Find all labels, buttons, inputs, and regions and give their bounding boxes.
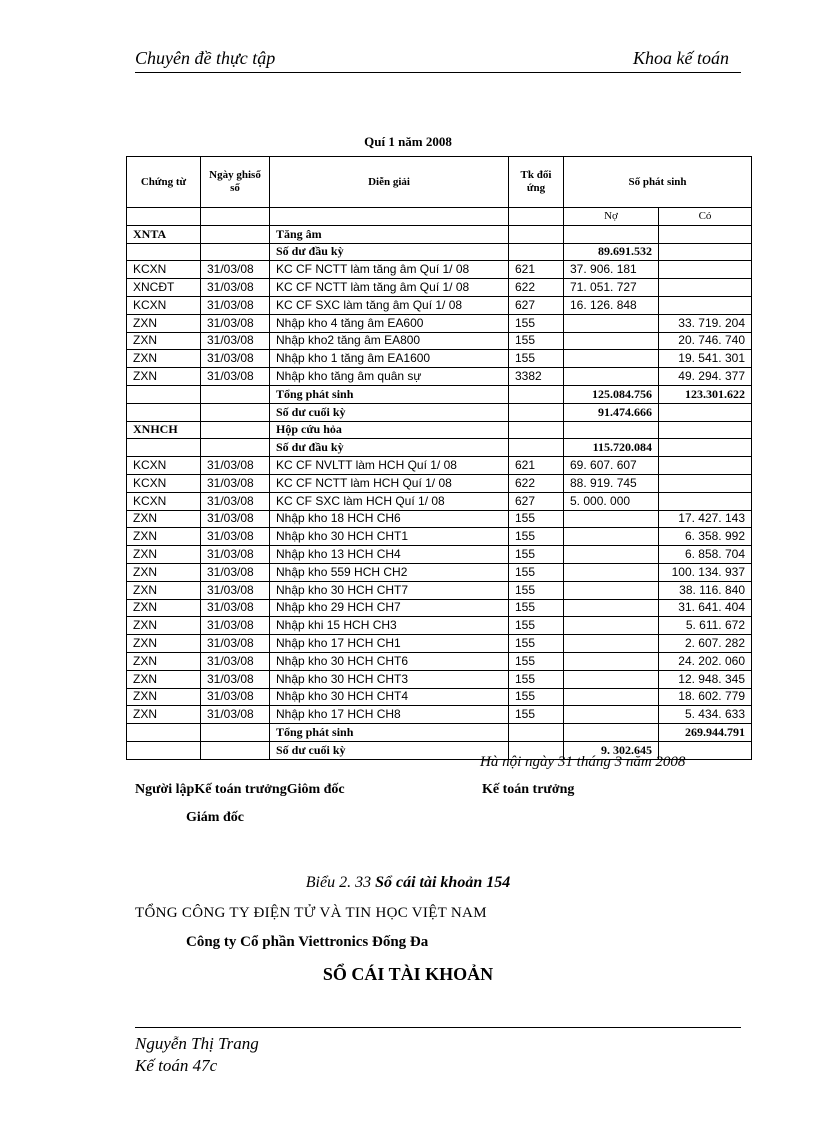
cell-desc: Số dư đầu kỳ: [270, 439, 509, 457]
corporation-name: TỔNG CÔNG TY ĐIỆN TỬ VÀ TIN HỌC VIỆT NAM: [135, 905, 487, 921]
cell-date: 31/03/08: [201, 350, 270, 368]
cell-credit: [659, 296, 752, 314]
cell-debit: [564, 546, 659, 564]
cell-debit: 69. 607. 607: [564, 457, 659, 475]
cell-desc: Nhập kho 17 HCH CH1: [270, 635, 509, 653]
cell-debit: [564, 528, 659, 546]
cell-credit: 18. 602. 779: [659, 688, 752, 706]
cell-date: 31/03/08: [201, 599, 270, 617]
cell-date: [201, 225, 270, 243]
cell-debit: [564, 635, 659, 653]
cell-date: [201, 439, 270, 457]
document-title: SỔ CÁI TÀI KHOẢN: [322, 964, 494, 984]
cell-acct: 155: [509, 581, 564, 599]
table-row: [127, 510, 752, 528]
cell-acct: 155: [509, 670, 564, 688]
cell-date: 31/03/08: [201, 279, 270, 297]
ledger-body: [127, 225, 752, 759]
cell-date: [201, 403, 270, 421]
cell-date: 31/03/08: [201, 457, 270, 475]
col-amount: Số phát sinh: [564, 157, 752, 208]
footer-author: Nguyễn Thị Trang: [135, 1034, 259, 1053]
cell-credit: 269.944.791: [659, 724, 752, 742]
cell-desc: KC CF NCTT làm HCH Quí 1/ 08: [270, 474, 509, 492]
cell-desc: KC CF SXC làm HCH Quí 1/ 08: [270, 492, 509, 510]
cell-debit: 37. 906. 181: [564, 261, 659, 279]
table-row: [127, 492, 752, 510]
header-right: Khoa kế toán: [633, 48, 729, 68]
cell-credit: 123.301.622: [659, 385, 752, 403]
cell-credit: [659, 279, 752, 297]
table-row: [127, 439, 752, 457]
cell-acct: [509, 439, 564, 457]
cell-credit: 19. 541. 301: [659, 350, 752, 368]
cell-code: ZXN: [127, 670, 201, 688]
cell-desc: Nhập kho 559 HCH CH2: [270, 563, 509, 581]
cell-code: ZXN: [127, 546, 201, 564]
cell-credit: 24. 202. 060: [659, 652, 752, 670]
cell-date: [201, 421, 270, 439]
table-row: [127, 261, 752, 279]
cell-desc: KC CF SXC làm tăng âm Quí 1/ 08: [270, 296, 509, 314]
cell-desc: KC CF NVLTT làm HCH Quí 1/ 08: [270, 457, 509, 475]
cell-debit: [564, 421, 659, 439]
place-date: Hà nội ngày 31 tháng 3 năm 2008: [480, 754, 686, 770]
col-date: Ngày ghisổ sổ: [201, 157, 270, 208]
cell-credit: 12. 948. 345: [659, 670, 752, 688]
cell-credit: 2. 607. 282: [659, 635, 752, 653]
cell-date: 31/03/08: [201, 581, 270, 599]
cell-desc: Tăng âm: [270, 225, 509, 243]
cell-code: ZXN: [127, 563, 201, 581]
cell-code: ZXN: [127, 528, 201, 546]
signature-right: Kế toán trưởng: [482, 782, 575, 797]
cell-code: [127, 385, 201, 403]
cell-debit: [564, 225, 659, 243]
cell-credit: 6. 858. 704: [659, 546, 752, 564]
cell-credit: 17. 427. 143: [659, 510, 752, 528]
cell-acct: 627: [509, 492, 564, 510]
cell-date: [201, 724, 270, 742]
cell-debit: [564, 510, 659, 528]
cell-desc: Nhập khi 15 HCH CH3: [270, 617, 509, 635]
cell-acct: 155: [509, 617, 564, 635]
table-row: [127, 403, 752, 421]
cell-acct: 3382: [509, 368, 564, 386]
cell-desc: Số dư đầu kỳ: [270, 243, 509, 261]
cell-desc: Nhập kho 13 HCH CH4: [270, 546, 509, 564]
cell-desc: Tổng phát sinh: [270, 385, 509, 403]
cell-acct: 155: [509, 332, 564, 350]
cell-date: 31/03/08: [201, 670, 270, 688]
table-row: [127, 706, 752, 724]
cell-debit: [564, 688, 659, 706]
cell-debit: 71. 051. 727: [564, 279, 659, 297]
cell-debit: [564, 314, 659, 332]
cell-debit: 125.084.756: [564, 385, 659, 403]
cell-debit: [564, 332, 659, 350]
cell-acct: [509, 403, 564, 421]
ledger-table: [126, 156, 752, 760]
cell-code: ZXN: [127, 510, 201, 528]
caption-prefix: Biểu 2. 33: [305, 874, 372, 891]
cell-credit: [659, 492, 752, 510]
cell-debit: [564, 563, 659, 581]
cell-code: KCXN: [127, 296, 201, 314]
table-row: [127, 617, 752, 635]
cell-code: [127, 403, 201, 421]
cell-desc: Nhập kho2 tăng âm EA800: [270, 332, 509, 350]
cell-date: 31/03/08: [201, 706, 270, 724]
cell-desc: Nhập kho 30 HCH CHT1: [270, 528, 509, 546]
table-row: [127, 368, 752, 386]
cell-debit: 89.691.532: [564, 243, 659, 261]
table-row: [127, 243, 752, 261]
cell-desc: Nhập kho 30 HCH CHT6: [270, 652, 509, 670]
table-row: [127, 688, 752, 706]
cell-code: ZXN: [127, 599, 201, 617]
cell-desc: Nhập kho 17 HCH CH8: [270, 706, 509, 724]
table-row: [127, 546, 752, 564]
cell-acct: 155: [509, 599, 564, 617]
cell-code: [127, 741, 201, 759]
cell-credit: 20. 746. 740: [659, 332, 752, 350]
cell-credit: 6. 358. 992: [659, 528, 752, 546]
cell-date: 31/03/08: [201, 492, 270, 510]
cell-date: 31/03/08: [201, 296, 270, 314]
cell-date: 31/03/08: [201, 332, 270, 350]
col-account: Tk đối ứng: [509, 157, 564, 208]
cell-acct: 155: [509, 563, 564, 581]
cell-code: XNCĐT: [127, 279, 201, 297]
caption-title: Sổ cái tài khoản 154: [375, 874, 511, 891]
cell-acct: 622: [509, 279, 564, 297]
cell-acct: [509, 421, 564, 439]
cell-debit: 115.720.084: [564, 439, 659, 457]
cell-credit: [659, 421, 752, 439]
table-row: [127, 314, 752, 332]
cell-acct: 155: [509, 635, 564, 653]
cell-date: [201, 385, 270, 403]
header-left: Chuyên đề thực tập: [135, 48, 276, 68]
cell-acct: 155: [509, 652, 564, 670]
cell-code: KCXN: [127, 492, 201, 510]
company-name: Công ty Cổ phần Viettronics Đống Đa: [186, 934, 429, 950]
cell-desc: Hộp cứu hỏa: [270, 421, 509, 439]
cell-desc: Nhập kho 1 tăng âm EA1600: [270, 350, 509, 368]
cell-code: XNTA: [127, 225, 201, 243]
cell-desc: Nhập kho 30 HCH CHT4: [270, 688, 509, 706]
table-row: [127, 279, 752, 297]
cell-debit: [564, 368, 659, 386]
cell-code: [127, 439, 201, 457]
cell-code: ZXN: [127, 350, 201, 368]
table-row: [127, 563, 752, 581]
table-row: [127, 385, 752, 403]
cell-acct: 622: [509, 474, 564, 492]
cell-credit: [659, 457, 752, 475]
cell-code: KCXN: [127, 474, 201, 492]
cell-debit: [564, 724, 659, 742]
cell-acct: 621: [509, 261, 564, 279]
table-row: [127, 528, 752, 546]
cell-code: ZXN: [127, 706, 201, 724]
cell-code: ZXN: [127, 332, 201, 350]
cell-credit: [659, 474, 752, 492]
cell-desc: Tổng phát sinh: [270, 724, 509, 742]
cell-acct: 155: [509, 510, 564, 528]
cell-credit: [659, 403, 752, 421]
signature-under: Giám đốc: [186, 810, 244, 825]
cell-desc: KC CF NCTT làm tăng âm Quí 1/ 08: [270, 261, 509, 279]
cell-acct: 155: [509, 546, 564, 564]
cell-credit: 5. 434. 633: [659, 706, 752, 724]
cell-desc: Nhập kho 18 HCH CH6: [270, 510, 509, 528]
cell-debit: [564, 617, 659, 635]
cell-date: 31/03/08: [201, 368, 270, 386]
cell-acct: 621: [509, 457, 564, 475]
table-row: [127, 635, 752, 653]
cell-acct: 155: [509, 528, 564, 546]
cell-code: ZXN: [127, 617, 201, 635]
cell-desc: Nhập kho tăng âm quân sự: [270, 368, 509, 386]
cell-acct: [509, 724, 564, 742]
cell-debit: [564, 581, 659, 599]
cell-date: 31/03/08: [201, 261, 270, 279]
cell-code: [127, 243, 201, 261]
cell-credit: 100. 134. 937: [659, 563, 752, 581]
cell-debit: 91.474.666: [564, 403, 659, 421]
figure-caption: [0, 874, 816, 892]
cell-credit: [659, 261, 752, 279]
table-row: [127, 670, 752, 688]
cell-acct: 155: [509, 706, 564, 724]
page-header: [135, 48, 741, 73]
col-description: Diễn giải: [270, 157, 509, 208]
footer-class: Kế toán 47c: [135, 1056, 218, 1075]
cell-debit: 16. 126. 848: [564, 296, 659, 314]
col-voucher: Chứng từ: [127, 157, 201, 208]
section-row: [127, 421, 752, 439]
cell-acct: [509, 243, 564, 261]
col-credit: Có: [659, 208, 752, 226]
cell-debit: [564, 706, 659, 724]
footer-rule: [135, 1027, 741, 1028]
cell-code: KCXN: [127, 457, 201, 475]
cell-credit: 31. 641. 404: [659, 599, 752, 617]
table-row: [127, 581, 752, 599]
cell-date: [201, 741, 270, 759]
cell-date: 31/03/08: [201, 314, 270, 332]
cell-code: ZXN: [127, 688, 201, 706]
cell-date: 31/03/08: [201, 546, 270, 564]
cell-credit: 38. 116. 840: [659, 581, 752, 599]
cell-code: ZXN: [127, 652, 201, 670]
cell-desc: Nhập kho 4 tăng âm EA600: [270, 314, 509, 332]
cell-debit: [564, 652, 659, 670]
cell-acct: 155: [509, 350, 564, 368]
cell-acct: 155: [509, 314, 564, 332]
cell-date: 31/03/08: [201, 652, 270, 670]
cell-credit: 33. 719. 204: [659, 314, 752, 332]
cell-acct: [509, 225, 564, 243]
table-row: [127, 599, 752, 617]
col-debit: Nợ: [564, 208, 659, 226]
cell-credit: [659, 225, 752, 243]
cell-desc: KC CF NCTT làm tăng âm Quí 1/ 08: [270, 279, 509, 297]
cell-debit: 88. 919. 745: [564, 474, 659, 492]
section-row: [127, 225, 752, 243]
cell-date: [201, 243, 270, 261]
cell-date: 31/03/08: [201, 528, 270, 546]
cell-date: 31/03/08: [201, 510, 270, 528]
cell-credit: [659, 243, 752, 261]
cell-date: 31/03/08: [201, 474, 270, 492]
signature-left: Người lậpKế toán trưởngGiôm đốc: [135, 782, 345, 797]
cell-debit: 5. 000. 000: [564, 492, 659, 510]
table-row: [127, 724, 752, 742]
cell-desc: Nhập kho 30 HCH CHT3: [270, 670, 509, 688]
table-row: [127, 474, 752, 492]
cell-acct: 627: [509, 296, 564, 314]
cell-credit: 5. 611. 672: [659, 617, 752, 635]
cell-code: ZXN: [127, 368, 201, 386]
cell-code: XNHCH: [127, 421, 201, 439]
cell-desc: Số dư cuối kỳ: [270, 741, 509, 759]
table-row: [127, 332, 752, 350]
cell-date: 31/03/08: [201, 688, 270, 706]
cell-desc: Nhập kho 29 HCH CH7: [270, 599, 509, 617]
table-row: [127, 350, 752, 368]
cell-debit: [564, 599, 659, 617]
cell-debit: 9. 302.645: [564, 741, 659, 759]
cell-credit: 49. 294. 377: [659, 368, 752, 386]
cell-date: 31/03/08: [201, 563, 270, 581]
cell-desc: Số dư cuối kỳ: [270, 403, 509, 421]
table-row: [127, 457, 752, 475]
cell-code: ZXN: [127, 314, 201, 332]
cell-desc: Nhập kho 30 HCH CHT7: [270, 581, 509, 599]
cell-debit: [564, 350, 659, 368]
table-row: [127, 652, 752, 670]
cell-acct: 155: [509, 688, 564, 706]
cell-debit: [564, 670, 659, 688]
cell-date: 31/03/08: [201, 635, 270, 653]
cell-acct: [509, 385, 564, 403]
cell-date: 31/03/08: [201, 617, 270, 635]
cell-code: ZXN: [127, 581, 201, 599]
cell-code: ZXN: [127, 635, 201, 653]
table-row: [127, 296, 752, 314]
cell-code: KCXN: [127, 261, 201, 279]
cell-credit: [659, 439, 752, 457]
period-title: Quí 1 năm 2008: [364, 134, 452, 149]
cell-code: [127, 724, 201, 742]
